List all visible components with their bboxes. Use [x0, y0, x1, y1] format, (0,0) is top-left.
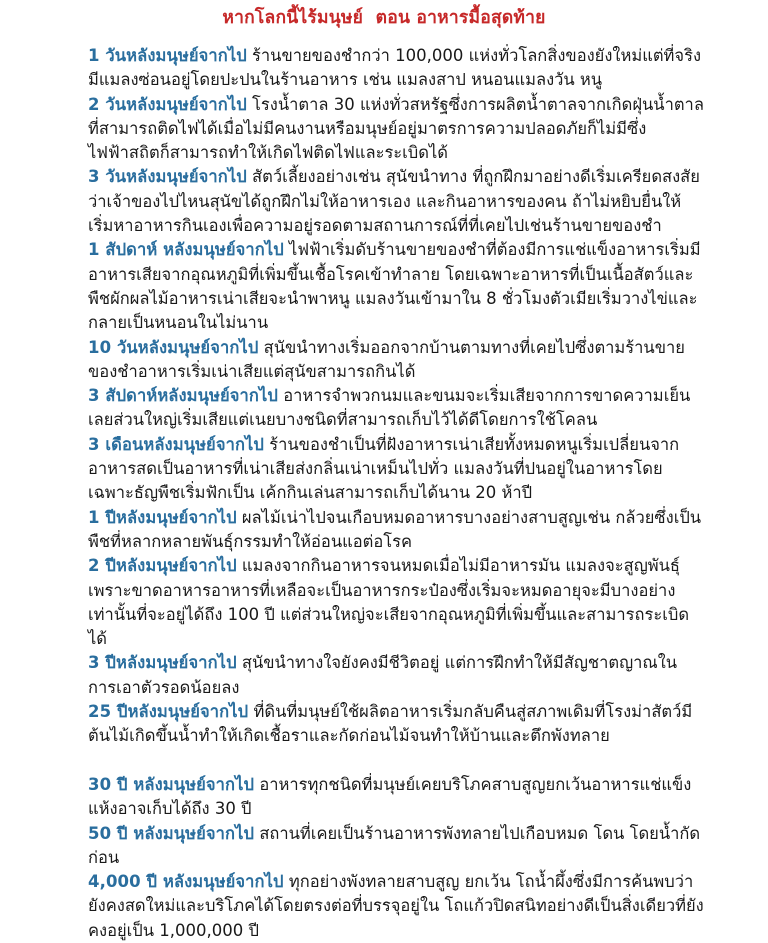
timeline-entry — [88, 700, 704, 749]
timeline-entry-lead: 3 ปีหลังมนุษย์จากไป — [88, 653, 237, 673]
timeline-entry-lead: 2 วันหลังมนุษย์จากไป — [88, 94, 247, 114]
timeline-entry — [88, 44, 704, 93]
timeline-entry — [88, 506, 704, 555]
timeline-entry-lead: 1 สัปดาห์ หลังมนุษย์จากไป — [88, 240, 284, 260]
timeline-entry-body: ไฟฟ้าเริ่มดับร้านขายของชำที่ต้องมีการแช่แข็งอาหารเริ่มมีอาหารเสียจากอุณหภูมิที่เพิ่มขึ้นเชื้อโรคเข้าทำลาย โดยเฉพาะอาหารที่เป็นเนื้อสัตว์และพืชผักผลไม้อาหารเน่าเสียจะนำพาหนู แมลงวันเข้ามาใน 8 ชั่วโมงตัวเมียเริ่มวางไข่และกลายเป็นหนอนในไม่นาน — [88, 240, 701, 333]
timeline-entry-body: ทุกอย่างพังทลายสาบสูญ ยกเว้น โถน้ำผึ้งซึ่งมีการค้นพบว่ายังคงสดใหม่และบริโภคได้โดยตรงต่อที่บรรจุอยู่ใน โถแก้วปิดสนิทอย่างดีเป็นสิ่งเดียวที่ยังคงอยู่เป็น 1,000,000 ปี — [88, 872, 704, 940]
timeline-entry-body: อาหารจำพวกนมและขนมจะเริ่มเสียจากการขาดความเย็นเลยส่วนใหญ่เริ่มเสียแต่เนยบางชนิดที่สามารถเก็บไว้ได้ดีโดยการใช้โคลน — [88, 386, 691, 430]
timeline-entry-lead: 50 ปี หลังมนุษย์จากไป — [88, 823, 255, 843]
timeline-entry — [88, 336, 704, 385]
timeline-entry-body: ร้านของชำเป็นที่ฝังอาหารเน่าเสียทั้งหมดหนูเริ่มเปลี่ยนจากอาหารสดเป็นอาหารที่เน่าเสียส่งกลิ่นเน่าเหม็นไปทั่ว แมลงวันที่ปนอยู่ในอาหารโดยเฉพาะธัญพืชเริ่มฟักเป็น เค้กกินเล่นสามารถเก็บได้นาน 20 ห้าปี — [88, 434, 680, 503]
timeline-entry — [88, 433, 704, 506]
timeline-entry-body: อาหารทุกชนิดที่มนุษย์เคยบริโภคสาบสูญยกเว้นอาหารแช่แข็งแห้งอาจเก็บได้ถึง 30 ปี — [88, 774, 692, 819]
timeline-entry — [88, 93, 704, 166]
timeline-entry-body: สุนัขนำทางเริ่มออกจากบ้านตามทางที่เคยไปซึ่งตามร้านขายของชำอาหารเริ่มเน่าเสียแต่สุนัขสามารถกินได้ — [88, 337, 685, 381]
timeline-entry-lead: 3 วันหลังมนุษย์จากไป — [88, 167, 247, 187]
timeline-entry-lead: 1 วันหลังมนุษย์จากไป — [88, 46, 247, 65]
timeline-entry — [88, 554, 704, 651]
timeline-entry — [88, 384, 704, 433]
timeline-entry — [88, 822, 704, 871]
article-body — [88, 44, 704, 943]
timeline-entry-body: ที่ดินที่มนุษย์ใช้ผลิตอาหารเริ่มกลับคืนสู่สภาพเดิมที่โรงม่าสัตว์มีต้นไม้เกิดขึ้นน้ำทำให้เกิดเชื้อราและกัดก่อนไม้จนทำให้บ้านและตึกพังทลาย — [88, 702, 693, 746]
timeline-entry-body: ร้านขายของชำกว่า 100,000 แห่งทั่วโลกสิ่งของยังใหม่แต่ที่จริงมีแมลงซ่อนอยู่โดยปะปนในร้านอาหาร เช่น แมลงสาป หนอนแมลงวัน หนู — [88, 46, 702, 90]
timeline-entry-body: สัตว์เลี้ยงอย่างเช่น สุนัขนำทาง ที่ถูกฝึกมาอย่างดีเริ่มเครียดสงสัยว่าเจ้าของไปไหนสุนัขได้ถูกฝึกไม่ให้อาหารเอง และกินอาหารของคน ถ้าไม่หยิบยื่นให้ เริ่มหาอาหารกินเองเพื่อความอยู่รอดตามสถานการณ์ที่ที่เคยไปเช่นร้านขายของชำ — [88, 167, 700, 236]
timeline-entry-body: ผลไม้เน่าไปจนเกือบหมดอาหารบางอย่างสาบสูญเช่น กล้วยซึ่งเป็นพืชที่หลากหลายพันธุ์กรรมทำให้อ่อนแอต่อโรค — [88, 507, 702, 551]
timeline-entry-lead: 3 สัปดาห์หลังมนุษย์จากไป — [88, 386, 278, 406]
document-title: หากโลกนี้ไร้มนุษย์ ตอน อาหารมื้อสุดท้าย — [222, 8, 546, 28]
timeline-entry — [88, 773, 704, 822]
timeline-entry-body: แมลงจากกินอาหารจนหมดเมื่อไม่มีอาหารมัน แมลงจะสูญพันธุ์เพราะขาดอาหารอาหารที่เหลือจะเป็นอาหารกระป๋องซึ่งเริ่มจะหมดอายุจะมีบางอย่างเท่านั้นที่จะอยู่ได้ถึง 100 ปี แต่ส่วนใหญ่จะเสียจากอุณหภูมิที่เพิ่มขึ้นและสามารถระเบิดได้ — [88, 556, 690, 649]
timeline-entry-lead: 10 วันหลังมนุษย์จากไป — [88, 337, 259, 357]
timeline-entry-lead: 30 ปี หลังมนุษย์จากไป — [88, 774, 255, 794]
timeline-entry-body: สถานที่เคยเป็นร้านอาหารพังทลายไปเกือบหมด โดน โดยน้ำกัดก่อน — [88, 823, 701, 867]
timeline-entry — [88, 238, 704, 335]
timeline-entry-body: โรงน้ำตาล 30 แห่งทั่วสหรัฐซึ่งการผลิตน้ำตาลจากเกิดฝุ่นน้ำตาลที่สามารถติดไฟได้เมื่อไม่มีคนงานหรือมนุษย์อยู่มาตรการความปลอดภัยก็ไม่มีซึ่งไฟฟ้าสถิตก็สามารถทำให้เกิดไฟติดไฟและระเบิดได้ — [88, 94, 704, 163]
timeline-entry-body: สุนัขนำทางใจยังคงมีชีวิตอยู่ แต่การฝึกทำให้มีสัญชาตญาณในการเอาตัวรอดน้อยลง — [88, 653, 678, 697]
timeline-entry — [88, 165, 704, 238]
timeline-entry — [88, 870, 704, 943]
timeline-entry-lead: 2 ปีหลังมนุษย์จากไป — [88, 556, 237, 576]
timeline-entry — [88, 651, 704, 700]
timeline-entry-lead: 3 เดือนหลังมนุษย์จากไป — [88, 434, 265, 454]
timeline-entry-lead: 4,000 ปี หลังมนุษย์จากไป — [88, 872, 284, 892]
timeline-entry-lead: 1 ปีหลังมนุษย์จากไป — [88, 507, 237, 527]
timeline-entry-lead: 25 ปีหลังมนุษย์จากไป — [88, 702, 249, 722]
